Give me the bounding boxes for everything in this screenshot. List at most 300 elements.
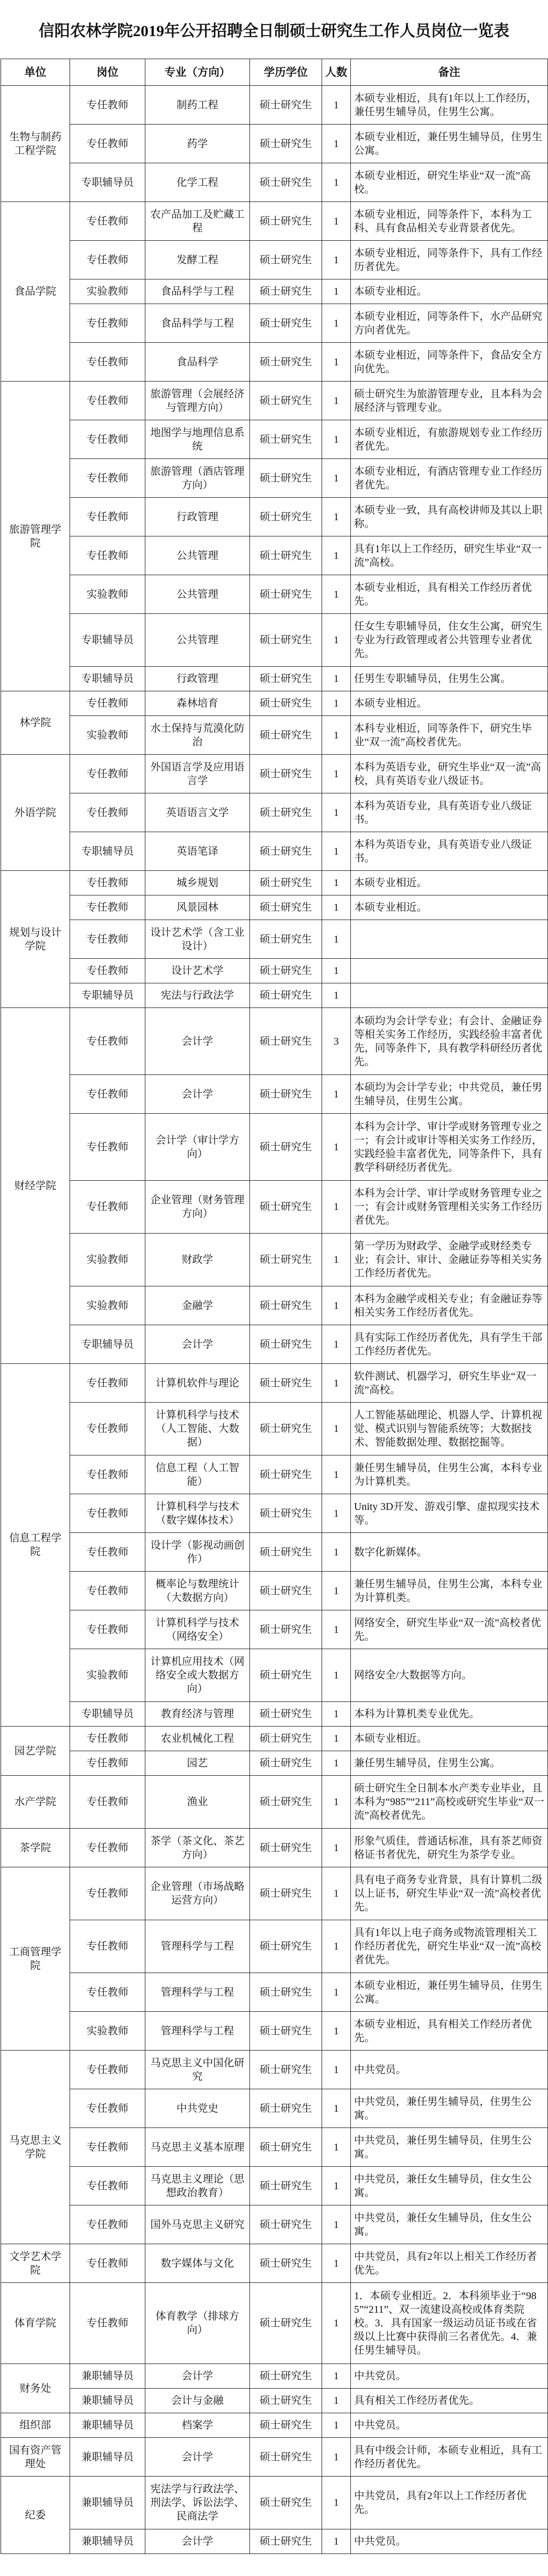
degree-cell: 硕士研究生 [250,2089,322,2128]
count-cell: 1 [322,1727,351,1751]
header-post: 岗位 [70,59,145,86]
table-row [1,793,548,832]
post-cell: 专任教师 [70,202,145,241]
major-cell: 计算机软件与理论 [145,1364,250,1403]
major-cell: 计算机科学与技术（人工智能、大数据） [145,1403,250,1455]
count-cell: 1 [322,304,351,343]
major-cell: 会计学 [145,2438,250,2477]
major-cell: 化学工程 [145,163,250,202]
degree-cell: 硕士研究生 [250,1610,322,1649]
post-cell: 专任教师 [70,1867,145,1920]
remark-cell: 第一学历为财政学、金融学或财经类专业；有会计、审计、金融证券等相关实务工作经历者优先。 [351,1234,548,1286]
major-cell: 旅游管理（酒店管理方向） [145,459,250,498]
post-cell: 专任教师 [70,1075,145,1114]
degree-cell: 硕士研究生 [250,2413,322,2438]
remark-cell: 形象气质佳，普通话标准，具有茶艺师资格证书者优先，研究生为茶学专业。 [351,1829,548,1867]
table-row [1,895,548,920]
major-cell: 宪法与行政法学 [145,983,250,1008]
unit-cell: 组织部 [1,2413,70,2438]
post-cell: 专任教师 [70,2051,145,2089]
degree-cell: 硕士研究生 [250,2128,322,2167]
remark-cell: 网络安全/大数据等方向。 [351,1649,548,1702]
post-cell: 专任教师 [70,125,145,163]
degree-cell: 硕士研究生 [250,536,322,575]
post-cell: 兼职辅导员 [70,2389,145,2413]
count-cell: 1 [322,1973,351,2012]
table-row [1,202,548,241]
count-cell: 1 [322,1776,351,1829]
remark-cell [351,959,548,983]
post-cell: 专任教师 [70,1364,145,1403]
table-row [1,575,548,614]
table-row [1,667,548,691]
count-cell: 1 [322,2205,351,2244]
unit-cell: 水产学院 [1,1776,70,1829]
remark-cell: 本硕均为会计学专业；中共党员，兼任男生辅导员，住男生公寓。 [351,1075,548,1114]
major-cell: 信息工程（人工智能） [145,1455,250,1494]
table-row [1,1234,548,1286]
degree-cell: 硕士研究生 [250,1829,322,1867]
remark-cell: 本科为金融学或相关专业；有金融证券等相关实务工作经历者优先。 [351,1286,548,1325]
major-cell: 档案学 [145,2413,250,2438]
count-cell: 1 [322,2012,351,2051]
count-cell: 1 [322,2244,351,2283]
degree-cell: 硕士研究生 [250,1494,322,1533]
degree-cell: 硕士研究生 [250,498,322,536]
post-cell: 专任教师 [70,382,145,420]
table-body [1,86,548,2554]
count-cell: 1 [322,1403,351,1455]
table-row [1,1702,548,1727]
major-cell: 外国语言学及应用语言学 [145,755,250,793]
degree-cell: 硕士研究生 [250,667,322,691]
table-row [1,2529,548,2554]
count-cell: 1 [322,2438,351,2477]
table-row [1,1649,548,1702]
count-cell: 1 [322,2364,351,2389]
degree-cell: 硕士研究生 [250,2051,322,2089]
count-cell: 1 [322,716,351,755]
major-cell: 会计学 [145,2364,250,2389]
post-cell: 实验教师 [70,575,145,614]
remark-cell: 本硕专业相近，同等条件下，食品安全方向优先。 [351,343,548,382]
remark-cell: 本硕专业相近，兼任男生辅导员，住男生公寓。 [351,125,548,163]
remark-cell: 中共党员，兼任女生辅导员，住女生公寓。 [351,2167,548,2205]
major-cell: 地图学与地理信息系统 [145,420,250,459]
count-cell: 1 [322,614,351,667]
major-cell: 管理科学与工程 [145,1920,250,1973]
table-row [1,2128,548,2167]
major-cell: 数字媒体与文化 [145,2244,250,2283]
count-cell: 1 [322,2389,351,2413]
post-cell: 专任教师 [70,2128,145,2167]
count-cell: 1 [322,1702,351,1727]
remark-cell: 本科为计算机类专业优先。 [351,1702,548,1727]
major-cell: 金融学 [145,1286,250,1325]
degree-cell: 硕士研究生 [250,2389,322,2413]
post-cell: 专任教师 [70,2089,145,2128]
table-row [1,304,548,343]
table-row [1,614,548,667]
major-cell: 马克思主义理论（思想政治教育） [145,2167,250,2205]
degree-cell: 硕士研究生 [250,793,322,832]
count-cell: 1 [322,279,351,304]
table-row [1,163,548,202]
table-row [1,2413,548,2438]
count-cell: 1 [322,536,351,575]
degree-cell: 硕士研究生 [250,1181,322,1234]
remark-cell: 中共党员，兼任男生辅导员，住男生公寓。 [351,2089,548,2128]
remark-cell: 中共党员。 [351,2364,548,2389]
post-cell: 专任教师 [70,1181,145,1234]
remark-cell: 中共党员，兼任男生辅导员，住男生公寓。 [351,2128,548,2167]
degree-cell: 硕士研究生 [250,382,322,420]
major-cell: 会计学 [145,1075,250,1114]
degree-cell: 硕士研究生 [250,125,322,163]
count-cell: 1 [322,1867,351,1920]
remark-cell: 具有实际工作经历者优先，具有学生干部工作经历者优先。 [351,1325,548,1364]
unit-cell: 信息工程学院 [1,1364,70,1727]
remark-cell: 具有1年以上电子商务或物流管理相关工作经历者优先，研究生毕业“双一流”高校者优先。 [351,1920,548,1973]
post-cell: 专职辅导员 [70,667,145,691]
unit-cell: 国有资产管理处 [1,2438,70,2477]
major-cell: 茶学（茶文化、茶艺方向） [145,1829,250,1867]
table-row [1,2438,548,2477]
table-row [1,2364,548,2389]
degree-cell: 硕士研究生 [250,459,322,498]
major-cell: 企业管理（财务管理方向） [145,1181,250,1234]
remark-cell: 本科为会计学、审计学或财务管理专业之一；有会计或审计等相关实务工作经历，实践经验丰富者优先，同等条件下，具有教学科研经历者优先。 [351,1114,548,1181]
degree-cell: 硕士研究生 [250,983,322,1008]
degree-cell: 硕士研究生 [250,614,322,667]
count-cell: 1 [322,983,351,1008]
post-cell: 专任教师 [70,871,145,895]
major-cell: 药学 [145,125,250,163]
table-row [1,1114,548,1181]
count-cell: 1 [322,202,351,241]
post-cell: 专任教师 [70,1008,145,1075]
degree-cell: 硕士研究生 [250,1234,322,1286]
degree-cell: 硕士研究生 [250,1455,322,1494]
degree-cell: 硕士研究生 [250,86,322,125]
degree-cell: 硕士研究生 [250,241,322,279]
post-cell: 兼职辅导员 [70,2477,145,2529]
post-cell: 专任教师 [70,1727,145,1751]
degree-cell: 硕士研究生 [250,1533,322,1572]
major-cell: 公共管理 [145,614,250,667]
degree-cell: 硕士研究生 [250,755,322,793]
degree-cell: 硕士研究生 [250,1751,322,1776]
major-cell: 教育经济与管理 [145,1702,250,1727]
table-row [1,279,548,304]
major-cell: 食品科学与工程 [145,304,250,343]
post-cell: 专职辅导员 [70,614,145,667]
degree-cell: 硕士研究生 [250,1075,322,1114]
remark-cell: 任女生专职辅导员，住女生公寓，研究生专业为行政管理或者公共管理专业者优先。 [351,614,548,667]
major-cell: 中共党史 [145,2089,250,2128]
count-cell: 1 [322,667,351,691]
table-row [1,1920,548,1973]
post-cell: 专任教师 [70,1455,145,1494]
major-cell: 农产品加工及贮藏工程 [145,202,250,241]
post-cell: 专任教师 [70,895,145,920]
major-cell: 园艺 [145,1751,250,1776]
count-cell: 1 [322,755,351,793]
count-cell: 1 [322,2529,351,2554]
major-cell: 公共管理 [145,575,250,614]
post-cell: 专任教师 [70,920,145,959]
degree-cell: 硕士研究生 [250,832,322,871]
header-degree: 学历学位 [250,59,322,86]
table-row [1,1572,548,1610]
remark-cell: 本硕专业相近。 [351,871,548,895]
count-cell: 1 [322,2413,351,2438]
post-cell: 专任教师 [70,343,145,382]
post-cell: 专职辅导员 [70,163,145,202]
table-row [1,755,548,793]
count-cell: 3 [322,1008,351,1075]
major-cell: 计算机科学与技术（数字媒体技术） [145,1494,250,1533]
count-cell: 1 [322,343,351,382]
unit-cell: 纪委 [1,2477,70,2554]
major-cell: 发酵工程 [145,241,250,279]
major-cell: 行政管理 [145,498,250,536]
post-cell: 专任教师 [70,2283,145,2364]
remark-cell: 本硕专业相近，具有相关工作经历者优先。 [351,575,548,614]
post-cell: 专任教师 [70,1533,145,1572]
count-cell: 1 [322,2128,351,2167]
remark-cell: 人工智能基础理论、机器人学、计算机视觉、模式识别与智能系统等；大数据技术、智能数据处理、数据挖掘等。 [351,1403,548,1455]
count-cell: 1 [322,1751,351,1776]
table-row [1,832,548,871]
major-cell: 旅游管理（会展经济与管理方向） [145,382,250,420]
remark-cell: 硕士研究生全日制本水产类专业毕业，且本科为“985”“211”高校或研究生毕业“双一流”高校者优先。 [351,1776,548,1829]
post-cell: 兼职辅导员 [70,2438,145,2477]
table-row [1,2051,548,2089]
remark-cell: 本硕专业相近。 [351,1727,548,1751]
degree-cell: 硕士研究生 [250,279,322,304]
major-cell: 马克思主义中国化研究 [145,2051,250,2089]
unit-cell: 工商管理学院 [1,1867,70,2051]
major-cell: 国外马克思主义研究 [145,2205,250,2244]
degree-cell: 硕士研究生 [250,420,322,459]
count-cell: 1 [322,1920,351,1973]
count-cell: 1 [322,1286,351,1325]
table-row [1,691,548,716]
count-cell: 1 [322,1572,351,1610]
post-cell: 实验教师 [70,279,145,304]
post-cell: 实验教师 [70,2012,145,2051]
unit-cell: 外语学院 [1,755,70,871]
remark-cell: 硕士研究生为旅游管理专业，且本科为会展经济与管理专业。 [351,382,548,420]
header-row [1,59,548,86]
degree-cell: 硕士研究生 [250,1973,322,2012]
post-cell: 专任教师 [70,1920,145,1973]
unit-cell: 财务处 [1,2364,70,2413]
remark-cell: 中共党员。 [351,2413,548,2438]
post-cell: 专任教师 [70,1829,145,1867]
table-row [1,2012,548,2051]
table-row [1,1973,548,2012]
degree-cell: 硕士研究生 [250,2364,322,2389]
unit-cell: 规划与设计学院 [1,871,70,1008]
count-cell: 1 [322,1455,351,1494]
post-cell: 专任教师 [70,755,145,793]
major-cell: 马克思主义基本原理 [145,2128,250,2167]
unit-cell: 财经学院 [1,1008,70,1364]
major-cell: 管理科学与工程 [145,2012,250,2051]
table-row [1,1829,548,1867]
table-row [1,86,548,125]
page-title: 信阳农林学院2019年公开招聘全日制硕士研究生工作人员岗位一览表 [39,23,509,40]
header-unit: 单位 [1,59,70,86]
major-cell: 设计艺术学（含工业设计） [145,920,250,959]
degree-cell: 硕士研究生 [250,343,322,382]
table-row [1,983,548,1008]
major-cell: 行政管理 [145,667,250,691]
remark-cell: 中共党员，兼任女生辅导员，住女生公寓。 [351,2205,548,2244]
table-header [1,59,548,86]
table-row [1,1610,548,1649]
remark-cell: 具有1年以上工作经历，研究生毕业“双一流”高校。 [351,536,548,575]
degree-cell: 硕士研究生 [250,2529,322,2554]
major-cell: 会计学 [145,2529,250,2554]
degree-cell: 硕士研究生 [250,2012,322,2051]
count-cell: 1 [322,1075,351,1114]
count-cell: 1 [322,1364,351,1403]
remark-cell: 兼任男生辅导员，住男生公寓，本科专业为计算机类。 [351,1455,548,1494]
major-cell: 设计艺术学 [145,959,250,983]
post-cell: 实验教师 [70,716,145,755]
table-row [1,2205,548,2244]
post-cell: 专任教师 [70,1572,145,1610]
remark-cell: 中共党员，具有2年以上相关工作经历者优先。 [351,2244,548,2283]
count-cell: 1 [322,575,351,614]
post-cell: 专任教师 [70,1610,145,1649]
post-cell: 实验教师 [70,1649,145,1702]
table-row [1,871,548,895]
table-row [1,1751,548,1776]
remark-cell: 本科专业相近，同等条件下，研究生毕业“双一流”高校者优先。 [351,716,548,755]
count-cell: 1 [322,691,351,716]
major-cell: 计算机科学与技术（网络安全） [145,1610,250,1649]
degree-cell: 硕士研究生 [250,1364,322,1403]
major-cell: 会计学（审计学方向） [145,1114,250,1181]
count-cell: 1 [322,2167,351,2205]
post-cell: 专任教师 [70,420,145,459]
major-cell: 英语笔译 [145,832,250,871]
remark-cell: 具有电子商务专业背景，具有计算机二级以上证书，研究生毕业“双一流”高校者优先。 [351,1867,548,1920]
major-cell: 水土保持与荒漠化防治 [145,716,250,755]
table-row [1,536,548,575]
unit-cell: 旅游管理学院 [1,382,70,691]
degree-cell: 硕士研究生 [250,1867,322,1920]
degree-cell: 硕士研究生 [250,1727,322,1751]
table-row [1,716,548,755]
count-cell: 1 [322,832,351,871]
major-cell: 森林培育 [145,691,250,716]
table-row [1,1867,548,1920]
remark-cell: 软件测试、机器学习，研究生毕业“双一流”高校。 [351,1364,548,1403]
positions-table [1,59,548,2554]
count-cell: 1 [322,1610,351,1649]
post-cell: 兼职辅导员 [70,2413,145,2438]
count-cell: 1 [322,2051,351,2089]
major-cell: 风景园林 [145,895,250,920]
count-cell: 1 [322,241,351,279]
table-row [1,2167,548,2205]
degree-cell: 硕士研究生 [250,304,322,343]
degree-cell: 硕士研究生 [250,871,322,895]
post-cell: 专职辅导员 [70,1702,145,1727]
post-cell: 专任教师 [70,1973,145,2012]
remark-cell: 本硕专业相近，具有1年以上工作经历，兼任男生辅导员，住男生公寓。 [351,86,548,125]
remark-cell: 中共党员。 [351,2051,548,2089]
remark-cell: 数字化新媒体。 [351,1533,548,1572]
post-cell: 实验教师 [70,1286,145,1325]
remark-cell [351,920,548,959]
degree-cell: 硕士研究生 [250,1702,322,1727]
count-cell: 1 [322,1649,351,1702]
table-row [1,2089,548,2128]
remark-cell: 具有中级会计师，本硕专业相近，具有工作经历者优先。 [351,2438,548,2477]
post-cell: 专任教师 [70,304,145,343]
count-cell: 1 [322,2283,351,2364]
table-row [1,498,548,536]
table-row [1,1075,548,1114]
degree-cell: 硕士研究生 [250,1008,322,1075]
table-row [1,2477,548,2529]
post-cell: 专任教师 [70,1751,145,1776]
header-remark: 备注 [351,59,548,86]
post-cell: 专任教师 [70,1776,145,1829]
table-row [1,2389,548,2413]
degree-cell: 硕士研究生 [250,691,322,716]
major-cell: 城乡规划 [145,871,250,895]
header-count: 人数 [322,59,351,86]
major-cell: 宪法学与行政法学、刑法学、诉讼法学、民商法学 [145,2477,250,2529]
major-cell: 设计学（影视动画创作） [145,1533,250,1572]
post-cell: 兼职辅导员 [70,2529,145,2554]
table-row [1,1364,548,1403]
post-cell: 专任教师 [70,86,145,125]
degree-cell: 硕士研究生 [250,1649,322,1702]
unit-cell: 林学院 [1,691,70,755]
remark-cell: 本硕专业相近，有旅游规划专业工作经历者优先。 [351,420,548,459]
remark-cell: 本硕专业相近，兼任男生辅导员，住男生公寓。 [351,1973,548,2012]
post-cell: 专任教师 [70,691,145,716]
table-row [1,382,548,420]
major-cell: 概率论与数理统计（大数据方向） [145,1572,250,1610]
remark-cell: 本科为英语专业，具有英语专业八级证书。 [351,832,548,871]
remark-cell: 本硕专业相近。 [351,279,548,304]
count-cell: 1 [322,920,351,959]
unit-cell: 生物与制药工程学院 [1,86,70,202]
post-cell: 专任教师 [70,2205,145,2244]
unit-cell: 马克思主义学院 [1,2051,70,2244]
count-cell: 1 [322,125,351,163]
post-cell: 专任教师 [70,959,145,983]
major-cell: 公共管理 [145,536,250,575]
remark-cell [351,983,548,1008]
major-cell: 食品科学 [145,343,250,382]
table-row [1,920,548,959]
remark-cell: 本硕专业相近，同等条件下，具有工作经历者优先。 [351,241,548,279]
degree-cell: 硕士研究生 [250,2283,322,2364]
remark-cell: 1．本硕专业相近。2．本科须毕业于“985”“211”、双一流建设高校或体育类院校。3．具有国家一级运动员证书或在省级以上比赛中获得前三名者优先。4．兼任男生辅导员。 [351,2283,548,2364]
unit-cell: 园艺学院 [1,1727,70,1776]
major-cell: 计算机应用技术（网络安全或大数据方向） [145,1649,250,1702]
